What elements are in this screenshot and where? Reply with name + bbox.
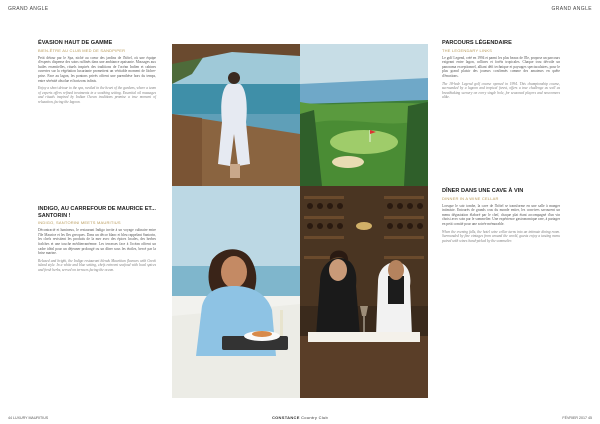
footer-logo [0,415,600,420]
footer-left: 44 LUXURY MAURITIUS [8,416,49,420]
photo-wine-cellar [300,186,428,398]
article-text-en: Enjoy a short detour to the spa, nestled in the heart of the gardens, where a team of experts offers refined treatments in a soothing setting. Essential oil massages and rituals inspired by Indian Ocean traditions promise a true moment of relaxation, facing the lagoon. [38,86,156,104]
article-text-en: When the evening falls, the hotel wine cellar turns into an intimate dining room. Surrounded by fine vintages from around the world, guests enjoy a tasting menu paired with wines hand-picked by the sommelier. [442,229,560,243]
article-subtitle: INDIGO, SANTORINI MEETS MAURITIUS [38,220,121,226]
article-text-fr: Petit détour par le Spa, niché au coeur des jardins de l'hôtel, où une équipe d'experts dispense des soins raffinés dans une ambiance apaisante. Massages aux huiles essentielles, rituels inspirés des traditions de l'océan Indien et cabines ouvertes sur la végétation luxuriante promettent un véritable moment de lâcher-prise. Face au lagon, les pontons privés offrent une parenthèse hors du temps, entre sérénité absolue et horizons infinis. [38,55,156,83]
article-subtitle: BIEN-ÊTRE AU CLUB MED DE SANDPIPER [38,47,126,53]
running-header-right: GRAND ANGLE [551,6,592,12]
article-subtitle: THE LEGENDARY LINKS [442,47,493,53]
article-indigo [38,206,156,273]
article-text-fr: Lorsque le soir tombe, la cave de l'hôtel se transforme en une salle à manger intimiste. Entourés de grands crus du monde entier, les convives savourent un menu dégustation élaboré par le chef, chaque plat étant accompagné d'un vin choisi avec soin par le sommelier. Une expérience gastronomique rare, à partager en petit comité pour une soirée mémorable. [442,203,560,226]
footer-brand: CONSTANCE [271,415,300,420]
article-diner [442,188,560,243]
article-parcours [442,40,560,100]
article-evasion [38,40,156,105]
article-title: DÎNER DANS UNE CAVE À VIN [442,188,524,194]
article-text-fr: Décontracté et lumineux, le restaurant Indigo invite à un voyage culinaire entre l'île Maurice et les îles grecques. Dans un décor blanc et bleu rappelant Santorin, les chefs revisitent les produits de la mer avec des épices locales, des herbes fraîches et une touche méditerranéenne. Les terrasses face à l'océan offrent un cadre idéal pour un déjeuner prolongé ou un dîner sous les étoiles, bercé par la brise marine. [38,228,156,256]
article-title: PARCOURS LÉGENDAIRE [442,40,512,46]
article-title: ÉVASION HAUT DE GAMME [38,40,113,46]
article-text-en: Relaxed and bright, the Indigo restaurant blends Mauritian flavours with Greek island style. In a white and blue setting, chefs reinvent seafood with local spices and fresh herbs, served on terraces facing the ocean. [38,258,156,272]
article-text-fr: Le golf Legend, créé en 1994 et parmi les plus beaux de l'île, propose un parcours exigeant entre lagon, collines et forêts tropicales. Chaque trou dévoile un panorama exceptionnel, alliant défi technique et paysages spectaculaires, pour le plus grand plaisir des joueurs confirmés comme des amateurs en quête d'émotions. [442,55,560,78]
photo-spa-lagoon [172,44,300,186]
footer-right: FÉVRIER 2017 45 [562,416,592,420]
article-title: INDIGO, AU CARREFOUR DE MAURICE ET... SANTORIN ! [38,206,156,219]
article-subtitle: DINNER IN A WINE CELLAR [442,195,499,201]
running-header-left: GRAND ANGLE [8,6,49,12]
photo-indigo-lunch [172,186,300,398]
footer-brand-suffix: Country Club [301,415,329,420]
photo-golf-course [300,44,428,186]
article-text-en: The 18-hole Legend golf course opened in 1994. This championship course, surrounded by a lagoon and tropical forest, offers a true challenge as well as breathtaking scenery on every single hole, for seasoned players and newcomers alike. [442,81,560,100]
